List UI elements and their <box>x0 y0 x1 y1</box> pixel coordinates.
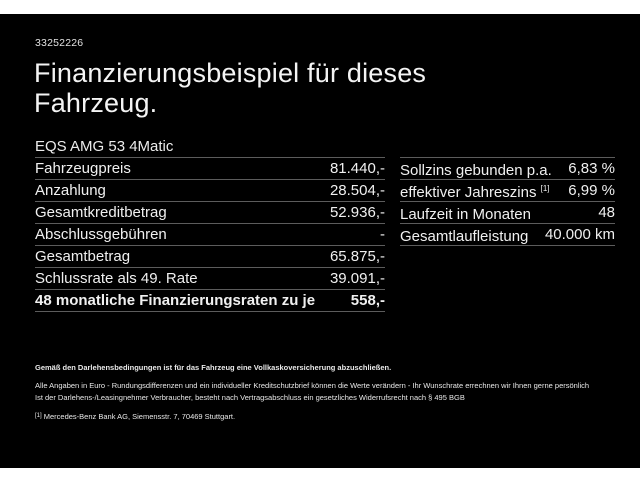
row-value: - <box>380 225 385 243</box>
table-row-monthly-rate <box>35 290 385 312</box>
table-row <box>35 224 385 246</box>
row-label-text: Laufzeit in Monaten <box>400 205 531 223</box>
page-title-line1: Finanzierungsbeispiel für dieses <box>34 58 427 88</box>
row-label: Schlussrate als 49. Rate <box>35 269 198 287</box>
financing-example-screen <box>0 14 640 468</box>
table-row <box>35 158 385 180</box>
disclaimer-line1: Alle Angaben in Euro - Rundungsdifferenzen und ein individueller Kreditschutzbrief können die Werte verändern - Ihr Wunschrate errechnen wir Ihnen gerne persönlich <box>35 381 590 390</box>
disclaimer-line2: Ist der Darlehens-/Leasingnehmer Verbraucher, besteht nach Vertragsabschluss ein gesetzliches Widerrufsrecht nach § 495 BGB <box>35 393 465 402</box>
row-label <box>400 222 528 248</box>
row-value: 48 <box>598 203 615 221</box>
vehicle-name: EQS AMG 53 4Matic <box>35 138 385 158</box>
row-value: 6,83 % <box>568 159 615 177</box>
row-value: 28.504,- <box>329 181 385 199</box>
bank-reference <box>35 410 620 423</box>
row-value: 81.440,- <box>329 159 385 177</box>
table-row <box>35 246 385 268</box>
row-value: 6,99 % <box>568 181 615 199</box>
row-label: Anzahlung <box>35 181 106 199</box>
page-title <box>34 58 426 118</box>
conditions-table <box>400 157 615 246</box>
row-value: 39.091,- <box>329 269 385 287</box>
table-row <box>35 180 385 202</box>
table-row <box>400 202 615 224</box>
row-value: 52.936,- <box>329 203 385 221</box>
row-label: Gesamtkreditbetrag <box>35 203 167 221</box>
row-label: 48 monatliche Finanzierungsraten zu je <box>35 291 316 309</box>
table-row <box>400 158 615 180</box>
row-value: 65.875,- <box>329 247 385 265</box>
page-title-line2: Fahrzeug. <box>34 88 158 118</box>
row-value: 40.000 km <box>544 225 615 243</box>
footnote-marker: [1] <box>540 183 550 193</box>
row-label-text: effektiver Jahreszins <box>400 183 537 201</box>
row-label-text: Sollzins gebunden p.a. <box>400 161 552 179</box>
table-row <box>35 202 385 224</box>
footnote-marker: [1] <box>35 413 42 419</box>
row-label-text: Gesamtlaufleistung <box>400 227 529 245</box>
legal-footer <box>35 362 620 423</box>
finance-table <box>35 138 385 312</box>
row-value: 558,- <box>350 291 385 309</box>
table-row <box>400 224 615 246</box>
table-row <box>400 180 615 202</box>
listing-id: 33252226 <box>35 37 84 49</box>
row-label: Fahrzeugpreis <box>35 159 131 177</box>
bank-reference-text: Mercedes-Benz Bank AG, Siemensstr. 7, 70469 Stuttgart. <box>41 412 236 421</box>
table-row <box>35 268 385 290</box>
row-label: Abschlussgebühren <box>35 225 167 243</box>
insurance-note: Gemäß den Darlehensbedingungen ist für das Fahrzeug eine Vollkaskoversicherung abzuschließen. <box>35 363 392 372</box>
row-label: Gesamtbetrag <box>35 247 131 265</box>
